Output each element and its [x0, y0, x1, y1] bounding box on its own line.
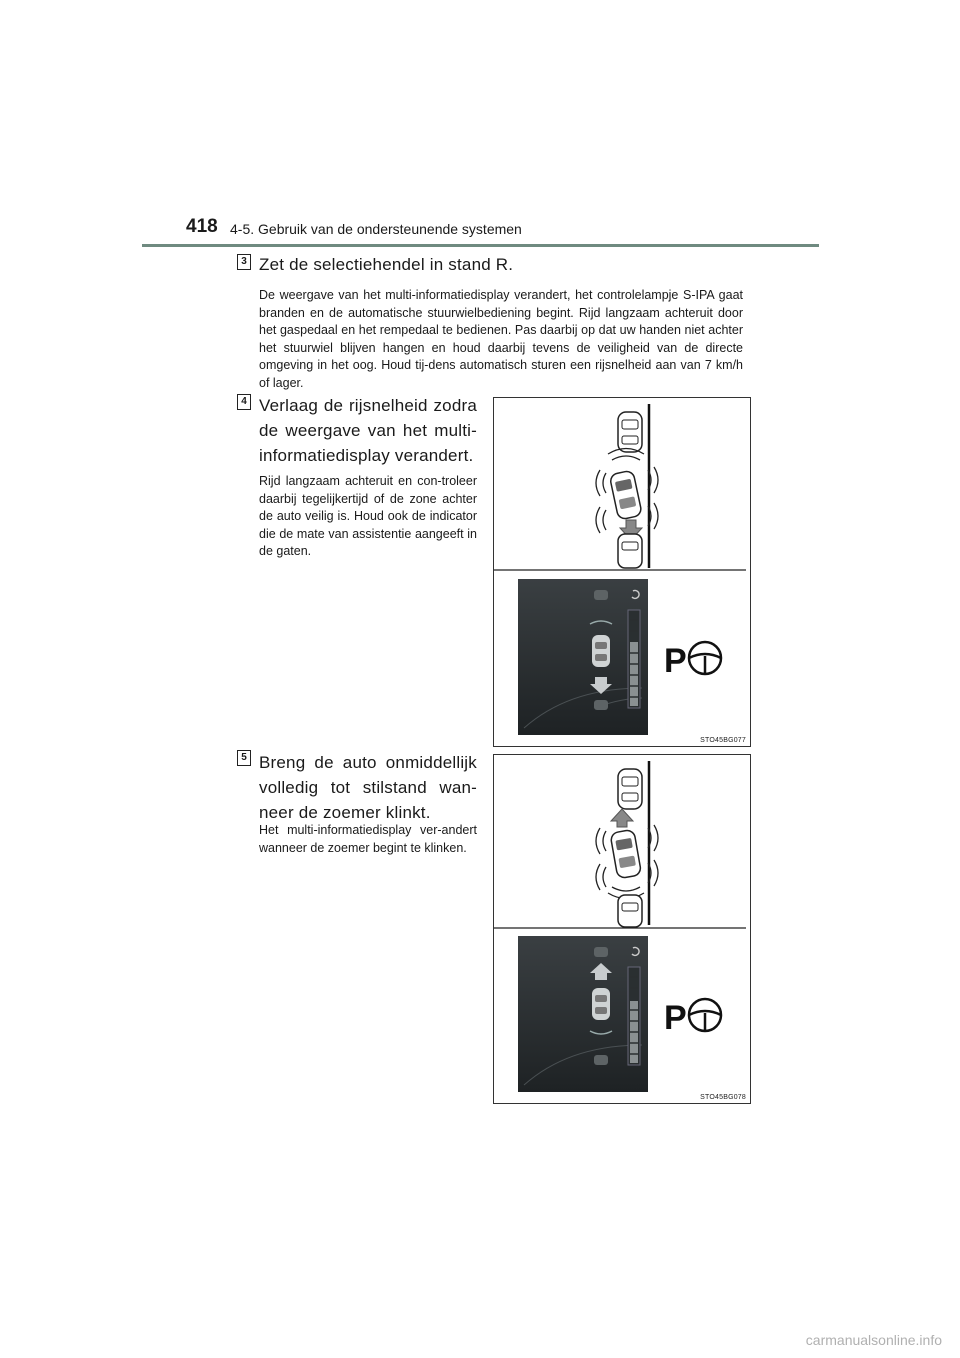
header-divider [142, 244, 819, 247]
steering-wheel-icon [689, 999, 721, 1031]
step-4-body: Rijd langzaam achteruit en con-troleer daarbij tegelijkertijd of de zone achter de auto veilig is. Houd ook de indicator die de mate van assistentie aangeeft in de gaten. [259, 474, 477, 559]
figure-code: STO45BG077 [700, 737, 746, 744]
parking-p-label: P [664, 642, 687, 680]
parking-diagram-illustration-2 [494, 755, 750, 1103]
section-title: 4-5. Gebruik van de ondersteunende systemen [230, 221, 522, 237]
parking-diagram-illustration [494, 398, 750, 746]
step-number-3: 3 [237, 254, 251, 270]
maneuvering-car-icon [610, 829, 642, 878]
page-number: 418 [186, 216, 218, 237]
step-4-title: Verlaag de rijsnelheid zodra de weergave van het multi-informatiedisplay verandert. [259, 396, 477, 465]
step-3-body: De weergave van het multi-informatiedisplay verandert, het controlelampje S-IPA gaat branden en de automatische stuurwielbediening begint. Rijd langzaam achteruit door het gaspedaal en het rempedaal te bedienen. Pas daarbij op dat uw handen niet achter het stuurwiel blijven hangen en houd daarbij tevens de veiligheid van de directe omgeving in het oog. Houd tij-dens automatisch sturen een rijsnelheid aan van 7 km/h of lager. [259, 288, 743, 390]
multi-information-display [518, 936, 648, 1092]
step-5-title: Breng de auto onmiddellijk volledig tot stilstand wan-neer de zoemer klinkt. [259, 753, 477, 822]
footer-watermark: carmanualsonline.info [805, 1332, 942, 1348]
step-3-title: Zet de selectiehendel in stand R. [259, 255, 514, 274]
figure-code: STO45BG078 [700, 1094, 746, 1101]
step-number-5: 5 [237, 750, 251, 766]
parked-car-front-icon [618, 769, 642, 809]
step-5-body: Het multi-informatiedisplay ver-andert wanneer de zoemer begint te klinken. [259, 823, 477, 855]
parked-car-front-icon [618, 412, 642, 452]
maneuvering-car-icon [609, 470, 642, 520]
parked-car-rear-icon [618, 534, 642, 568]
figure-step-4 [493, 397, 751, 747]
multi-information-display [518, 579, 648, 735]
figure-step-5 [493, 754, 751, 1104]
steering-wheel-icon [689, 642, 721, 674]
parked-car-rear-icon [618, 895, 642, 927]
parking-p-label: P [664, 999, 687, 1037]
step-number-4: 4 [237, 394, 251, 410]
forward-arrow-icon [611, 809, 633, 827]
